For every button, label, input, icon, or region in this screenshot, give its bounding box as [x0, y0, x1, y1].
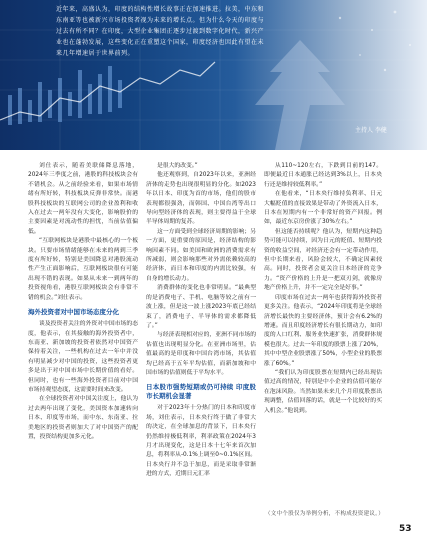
paragraph: 这一方面受到全球经济周期的影响；另一方面，更重要的原因是，经济结构的影响因素不同。如美国和欧洲的消费需求有所减弱，则会影响那些对外需依赖较高的经济体，而日本和印度的内需比较强，有自身的增长动力。: [146, 228, 256, 282]
paragraph: 他还观察到，自2023年以来，亚洲经济体的走势也出现很明显的分化。如2023年以日本、印度为首的市场，他们的股市表现都很强劲，而韩国、中国台湾等出口导向型经济体的表现，则主要得益于全球半导体周期的复苏。: [146, 172, 256, 226]
paragraph: 从110~120左右，下跌到目前的147。即便最近日本通胀已经达到3%以上，日本央行还是维持较低利率。”: [264, 163, 382, 188]
paragraph: “我们认为印度股票在短期内已经出现估值过高的情况，特别是中小企业的估值可能存在泡沫风险。当然如果未来几个月印度股票出现调整，估值回落的话，就是一个比较好的买入机会。”他说到。: [264, 369, 382, 414]
section-heading: 日本股市强势短期或仍可持续 印度股市长期机会显著: [146, 383, 256, 401]
paragraph: 在他看来，“日本央行维持负利率、日元大幅贬值的直接效果是带动了外资流入日本，日本在短期内有一个非常好的资产回报。例如，最近东京房价涨了30%左右。”: [264, 191, 382, 226]
paragraph: 与经济表现相对应的，亚洲不同市场的估值也出现明显分化。在亚洲市场里，估值最高的是印度和中国台湾市场，其估值均已经高于五年平均估值，而新加坡和中国市场的估值则低于平均水平。: [146, 332, 256, 376]
paragraph: 在全球投资者对中国关注度上，他认为过去两年出现了变化，美国资本加速转向日本、印度等市场，而中东、东南亚、拉美地区的投资者则加大了对中国资产的配置，投资结构更加多元化。: [28, 396, 138, 440]
page-number: 53: [399, 524, 412, 534]
hero-intro-text: 近年来，高盛认为，印度的结构性增长故事正在加速推进。拉美，中东和东南亚等也被新兴市场投资者视为未来的增长点。但为什么今天的印度与过去有所不同？在印度，大型企业集团正逐步过渡到数字化时代，新兴产业也在蓬勃发展，这些变化正在重塑这个国家，印度经济也因此有望在未来几年增速居于世界前列。: [56, 6, 265, 57]
paragraph: 谈及投资者关注的外资对中国市场的态度，他表示，在其接触的海外投资者中，东南亚、新加坡的投资者依然对中国资产保持着关注，一些机构在过去一年中并没有明显减少对中国的投资，这些投资者更多是出于对中国市场中长期价值的看好。但同时，也有一些海外投资者目前对中国市场持观望态度，这需要时间来改变。: [28, 321, 138, 393]
paragraph: 刘仕表示，随着美联储降息落地，2024年三季度之前，港股的科技板块会有不错机会。从之前经验来看，如果市场情绪有所好转，科技板块反弹非常快。而港股科技板块的互联网公司的企业盈利和收入在过去一两年没有大变化，影响股价的主要因素是对流动性的担忧，当前估值偏低。: [28, 163, 138, 235]
paragraph: 对于2023年十分热门的日本和印度市场，刘仕表示，日本央行终于做了非常大的决定，在全球加息的背景下，日本央行仍然维持极低利率，利率政策在2024年3月才出现变化，这是日本十七年来首次加息，将利率从-0.1%上调至0~0.1%区间。日本央行并不急于加息，而是采取非常渐进的方式，近期日元汇率: [146, 405, 256, 478]
article-column-3: [264, 162, 382, 416]
paragraph: 印度市场在过去一两年也获得海外投资者更多关注。他表示，“2024年印度将是全球经济增长最快的主要经济体，预计会有6.2%的增速。而且印度经济增长有很长期动力，如印度的人口红利、服务业快速扩张，消费群体规模也很大。过去一年印度的股票上涨了20%，其中中型企业股票涨了50%，小型企业的股票涨了60%。”: [264, 294, 382, 367]
paragraph: 是很大的改变。”: [157, 163, 198, 169]
paragraph: 消费群体的变化也非常明显。“最典型的是消费电子、手机、电脑等较之前有一波上涨，但是这一波上涨2023年底已经结束了，消费电子、半导体的需求都降低了。”: [146, 285, 256, 329]
investment-disclaimer: （文中个股仅为举例分析，不构成投资建议。）: [265, 511, 385, 517]
article-column-1: [28, 162, 138, 442]
hero-banner: [0, 0, 427, 150]
host-caption: 主持人 李健: [355, 127, 387, 134]
section-heading: 海外投资者对中国市场态度分化: [28, 308, 119, 317]
article-column-2: [146, 162, 256, 480]
paragraph: “互联网板块是港股中最核心的一个板块。只要市场情绪能够在未来的两到三季度有所好转，特别是美国降息对港股流动性产生正面影响后，互联网板块很有可能出现不错的表现。如果从未来一到两年的投资视角看，港股互联网板块会有非常不错的机会。”刘仕表示。: [28, 238, 138, 301]
paragraph: 但这能否持续呢？他认为，短期内这种趋势可能可以持续，因为日元的贬值、短期内投资的收益空间，对经济还会有一定带动作用，但中长期来看，风险会较大，不确定因素较高。同时，投资者会更关注日本经济的竞争力。“资产价格的上升是一把双刃剑，就像房地产价格上升，并不一定完全是好事。”: [264, 228, 382, 292]
